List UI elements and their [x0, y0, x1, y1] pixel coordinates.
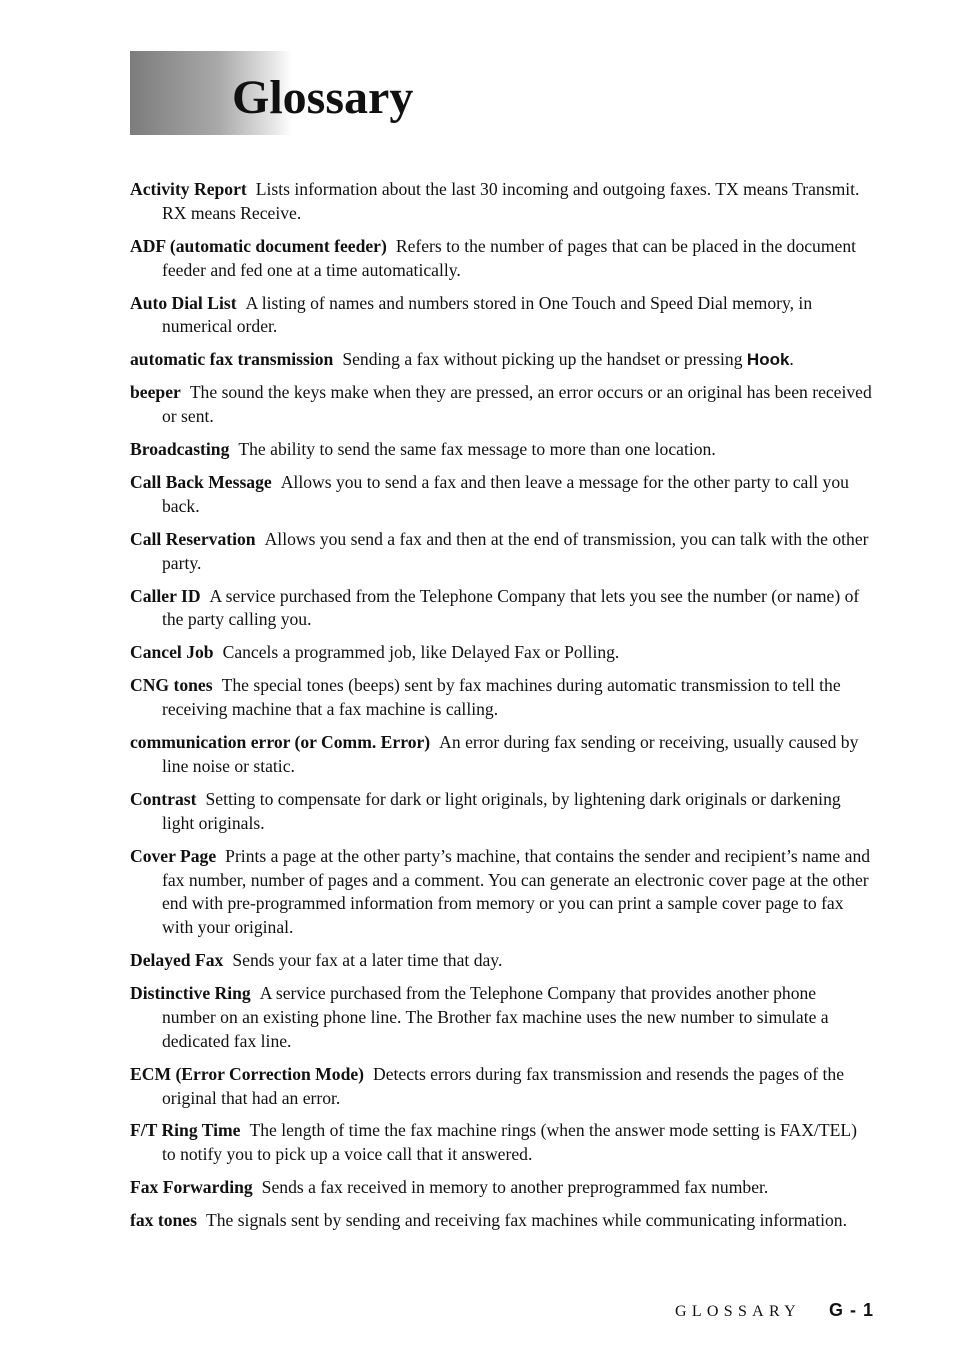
glossary-term: Distinctive Ring — [130, 983, 251, 1004]
glossary-term: Delayed Fax — [130, 950, 224, 971]
glossary-list — [130, 178, 874, 1242]
glossary-definition: The signals sent by sending and receiving fax machines while communicating information. — [205, 1210, 847, 1231]
glossary-term: Call Back Message — [130, 472, 272, 493]
glossary-term: Broadcasting — [130, 439, 230, 460]
glossary-term: Auto Dial List — [130, 292, 237, 313]
glossary-term: Fax Forwarding — [130, 1177, 253, 1198]
glossary-definition: The special tones (beeps) sent by fax machines during automatic transmission to tell the receiving machine that a fax machine is calling. — [162, 675, 841, 720]
glossary-entry-call-reservation — [130, 528, 874, 576]
glossary-entry-adf — [130, 235, 874, 283]
glossary-definition: An error during fax sending or receiving, usually caused by line noise or static. — [162, 732, 859, 776]
hook-key-name: Hook — [746, 350, 790, 370]
glossary-term: Call Reservation — [130, 528, 256, 549]
glossary-entry-beeper — [130, 381, 874, 429]
glossary-entry-distinctive-ring — [130, 982, 874, 1053]
glossary-entry-ecm — [130, 1063, 874, 1111]
page-title: Glossary — [232, 71, 414, 124]
glossary-term: Activity Report — [130, 179, 247, 199]
glossary-definition: Allows you to send a fax and then leave a message for the other party to call you back. — [162, 472, 849, 516]
glossary-definition: Prints a page at the other party’s machine, that contains the sender and recipient’s name and fax number, number of pages and a comment. You can generate an electronic cover page at the other end with pre-programmed information from memory or you can print a sample cover page to fax with your original. — [162, 845, 871, 938]
glossary-definition: A service purchased from the Telephone Company that provides another phone number on an existing phone line. The Brother fax machine uses the new number to simulate a dedicated fax line. — [162, 983, 829, 1051]
glossary-definition: The ability to send the same fax message to more than one location. — [238, 439, 716, 460]
glossary-term: communication error (or Comm. Error) — [130, 732, 431, 753]
glossary-term: Cover Page — [130, 845, 217, 866]
glossary-definition: The length of time the fax machine rings (when the answer mode setting is FAX/TEL) to notify you to pick up a voice call that it answered. — [162, 1120, 857, 1165]
glossary-entry-automatic-fax-transmission — [130, 348, 874, 372]
glossary-definition: Lists information about the last 30 incoming and outgoing faxes. TX means Transmit. RX means Receive. — [162, 179, 860, 223]
glossary-term: CNG tones — [130, 675, 213, 696]
glossary-entry-cancel-job — [130, 641, 874, 665]
glossary-entry-cover-page — [130, 845, 874, 940]
glossary-definition: Sends your fax at a later time that day. — [232, 950, 503, 971]
glossary-entry-call-back-message — [130, 471, 874, 519]
glossary-term: fax tones — [130, 1210, 197, 1231]
glossary-entry-broadcasting — [130, 438, 874, 462]
footer-page-number: G - 1 — [828, 1300, 874, 1320]
glossary-definition: Sends a fax received in memory to another preprogrammed fax number. — [261, 1177, 769, 1198]
glossary-term: Cancel Job — [130, 642, 214, 663]
footer-section-title: GLOSSARY — [675, 1303, 801, 1320]
page-footer — [675, 1300, 874, 1321]
glossary-definition: Cancels a programmed job, like Delayed Fax or Polling. — [222, 642, 620, 663]
glossary-entry-caller-id — [130, 585, 874, 633]
glossary-term: ECM (Error Correction Mode) — [130, 1063, 365, 1084]
glossary-definition: Refers to the number of pages that can be placed in the document feeder and fed one at a time automatically. — [162, 235, 857, 280]
glossary-definition: A listing of names and numbers stored in One Touch and Speed Dial memory, in numerical order. — [162, 292, 813, 337]
glossary-definition: A service purchased from the Telephone Company that lets you see the number (or name) of the party calling you. — [162, 585, 860, 630]
glossary-definition: Sending a fax without picking up the handset or pressing — [342, 349, 743, 370]
glossary-entry-activity-report — [130, 178, 874, 226]
glossary-definition: Detects errors during fax transmission and resends the pages of the original that had an error. — [162, 1063, 845, 1108]
glossary-term: automatic fax transmission — [130, 349, 334, 370]
glossary-definition: Allows you send a fax and then at the end of transmission, you can talk with the other party. — [162, 528, 869, 573]
glossary-term: F/T Ring Time — [130, 1120, 241, 1141]
glossary-entry-auto-dial-list — [130, 292, 874, 340]
glossary-entry-communication-error — [130, 731, 874, 779]
glossary-entry-cng-tones — [130, 674, 874, 722]
glossary-term: Contrast — [130, 788, 197, 809]
glossary-term: ADF (automatic document feeder) — [130, 235, 387, 256]
glossary-term: Caller ID — [130, 585, 201, 606]
glossary-entry-contrast — [130, 788, 874, 836]
glossary-entry-fax-tones — [130, 1209, 874, 1233]
glossary-entry-delayed-fax — [130, 949, 874, 973]
definition-suffix: . — [789, 349, 794, 370]
glossary-term: beeper — [130, 382, 181, 403]
glossary-entry-fax-forwarding — [130, 1176, 874, 1200]
glossary-definition: The sound the keys make when they are pressed, an error occurs or an original has been received or sent. — [162, 382, 872, 427]
glossary-definition: Setting to compensate for dark or light originals, by lightening dark originals or darkening light originals. — [162, 788, 841, 833]
glossary-entry-ft-ring-time — [130, 1119, 874, 1167]
